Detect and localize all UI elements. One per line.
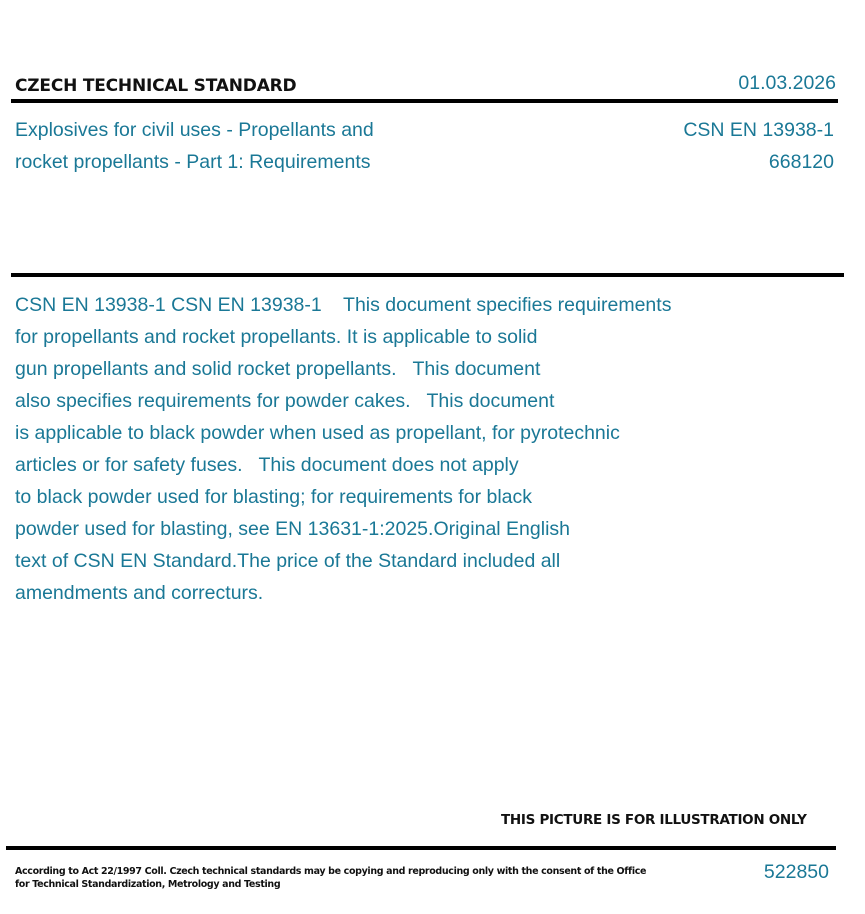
annotation-line: CSN EN 13938-1 CSN EN 13938-1 This document specifies requirements (15, 294, 672, 316)
standard-code: CSN EN 13938-1 (683, 119, 834, 141)
legal-notice-line: According to Act 22/1997 Coll. Czech technical standards may be copying and reproducing only with the consent of the Office (15, 866, 647, 877)
title-divider (11, 273, 844, 277)
annotation-line: gun propellants and solid rocket propellants. This document (15, 358, 541, 380)
annotation-line: also specifies requirements for powder cakes. This document (15, 390, 555, 412)
standard-annotation (15, 289, 745, 609)
annotation-line: is applicable to black powder when used as propellant, for pyrotechnic (15, 422, 620, 444)
legal-notice (15, 865, 647, 891)
document-type-label: CZECH TECHNICAL STANDARD (15, 76, 297, 96)
footer-divider (6, 846, 836, 850)
header-divider (11, 99, 838, 103)
standard-title-line: rocket propellants - Part 1: Requirements (15, 151, 371, 173)
publication-date: 01.03.2026 (738, 72, 836, 94)
annotation-line: text of CSN EN Standard.The price of the Standard included all (15, 550, 561, 572)
annotation-line: for propellants and rocket propellants. It is applicable to solid (15, 326, 538, 348)
annotation-line: powder used for blasting, see EN 13631-1:2025.Original English (15, 518, 571, 540)
annotation-line: amendments and correcturs. (15, 582, 264, 604)
annotation-line: articles or for safety fuses. This document does not apply (15, 454, 519, 476)
legal-notice-line: for Technical Standardization, Metrology and Testing (15, 879, 281, 890)
catalog-number: 668120 (768, 151, 834, 173)
product-id: 522850 (763, 861, 829, 883)
standard-title-line: Explosives for civil uses - Propellants and (15, 119, 374, 141)
standard-title (15, 114, 485, 178)
illustration-disclaimer: THIS PICTURE IS FOR ILLUSTRATION ONLY (501, 812, 807, 828)
annotation-line: to black powder used for blasting; for requirements for black (15, 486, 533, 508)
